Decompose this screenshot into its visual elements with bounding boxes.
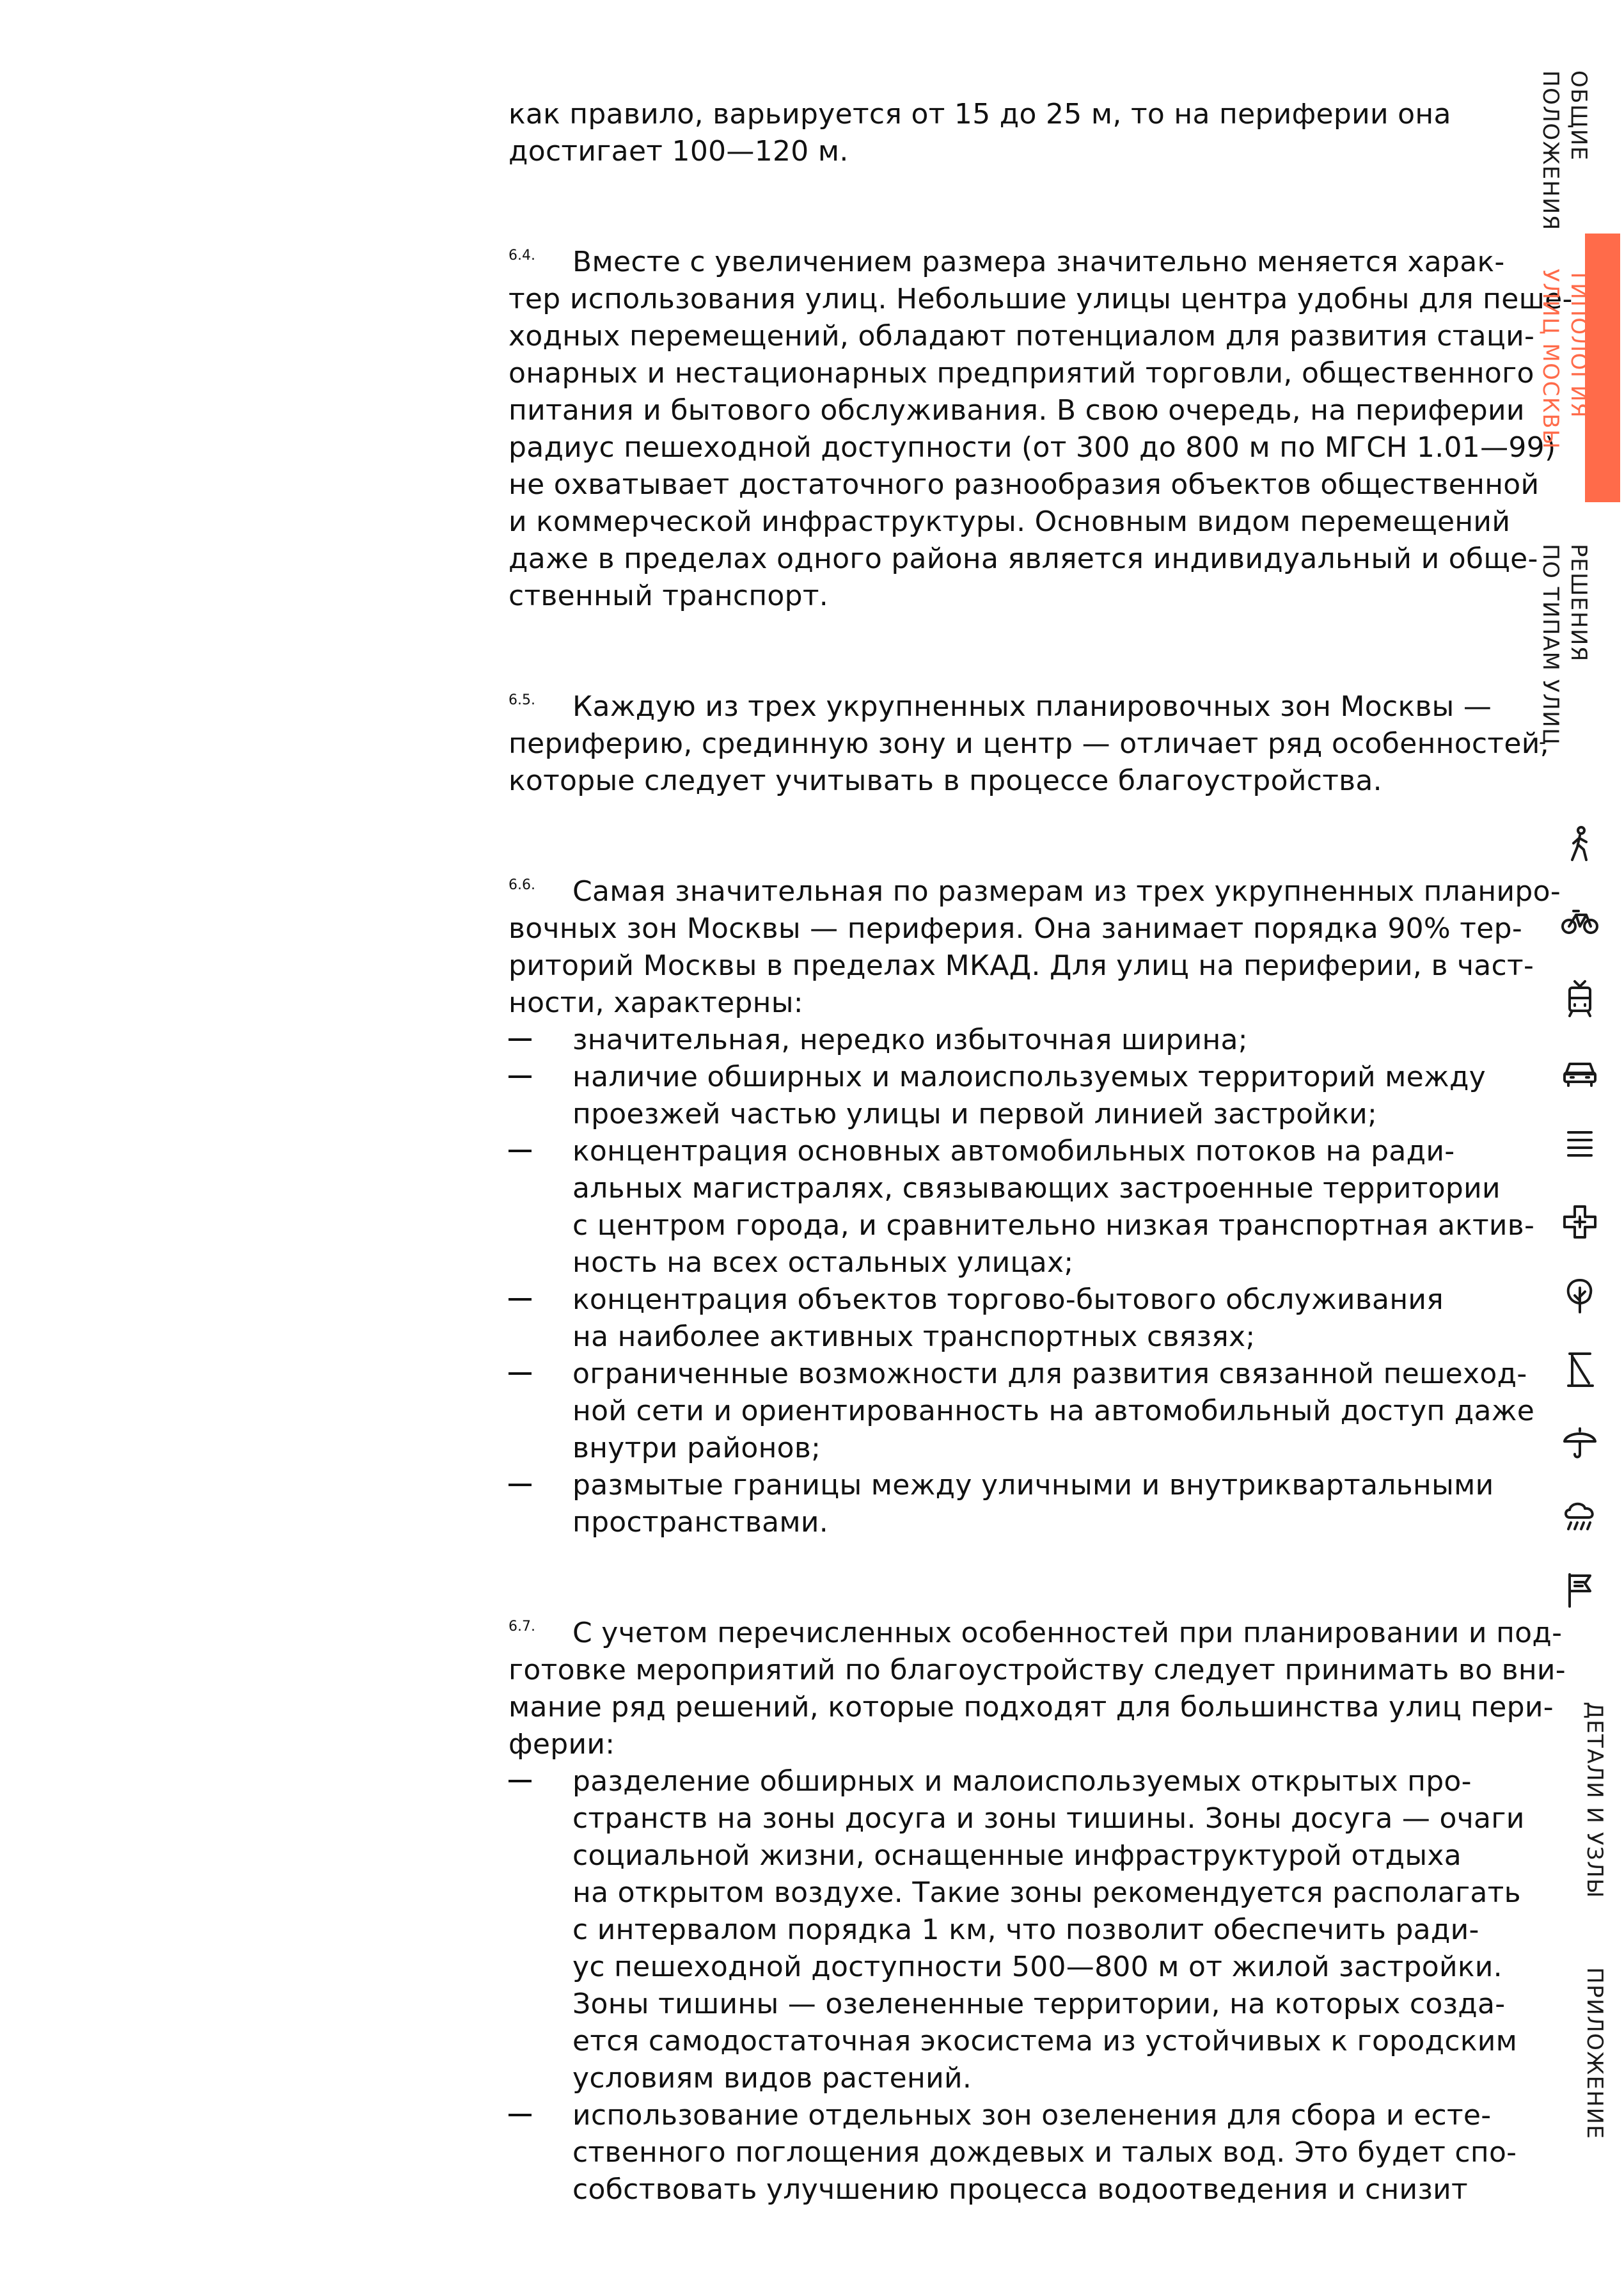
paragraph-number: 6.5. — [508, 692, 535, 708]
text-line: ственного поглощения дождевых и талых вод. Это будет спо- — [572, 2136, 1517, 2169]
nav-label: ПО ТИПАМ УЛИЦ — [1538, 544, 1563, 746]
text-line: пространствами. — [572, 1506, 829, 1539]
text-line: с интервалом порядка 1 км, что позволит обеспечить ради- — [572, 1914, 1479, 1946]
text-line: ус пешеходной доступности 500—800 м от жилой застройки. — [572, 1951, 1502, 1983]
text-line: вочных зон Москвы — периферия. Она занимает порядка 90% тер- — [508, 912, 1523, 945]
paragraph-number: 6.4. — [508, 248, 535, 264]
car-icon[interactable] — [1561, 1052, 1599, 1091]
dash-bullet — [508, 1038, 532, 1041]
text-line: наличие обширных и малоиспользуемых территорий между — [572, 1061, 1486, 1093]
nav-label: РЕШЕНИЯ — [1566, 544, 1591, 662]
nav-label: ПОЛОЖЕНИЯ — [1538, 70, 1563, 231]
text-line: с центром города, и сравнительно низкая транспортная актив- — [572, 1209, 1535, 1242]
text-line: достигает 100—120 м. — [508, 135, 849, 168]
list-item — [572, 1281, 1474, 1356]
text-line: тер использования улиц. Небольшие улицы центра удобны для пеше- — [508, 283, 1573, 315]
dash-bullet — [508, 1484, 532, 1486]
text-line: Самая значительная по размерам из трех укрупненных планиро- — [572, 875, 1561, 908]
nav-label: ПРИЛОЖЕНИЕ — [1582, 1967, 1607, 2140]
text-line: концентрация объектов торгово-бытового обслуживания — [572, 1283, 1444, 1316]
list-item — [572, 1133, 1535, 1281]
text-line: странств на зоны досуга и зоны тишины. Зоны досуга — очаги — [572, 1802, 1525, 1835]
nav-section-solutions[interactable] — [1516, 544, 1593, 746]
text-line: мание ряд решений, которые подходят для большинства улиц пери- — [508, 1691, 1554, 1723]
text-line: ется самодостаточная экосистема из устойчивых к городским — [572, 2025, 1518, 2057]
paragraph-6-6 — [508, 873, 1561, 1541]
list-item — [572, 1059, 1486, 1133]
text-line: не охватывает достаточного разнообразия объектов общественной — [508, 468, 1540, 501]
text-line: использование отдельных зон озеленения для сбора и есте- — [572, 2099, 1492, 2132]
dash-bullet — [508, 1075, 532, 1078]
dash-bullet — [508, 1298, 532, 1301]
text-line: на открытом воздухе. Такие зоны рекомендуется располагать — [572, 1876, 1521, 1909]
list-item — [572, 1356, 1535, 1467]
text-line: которые следует учитывать в процессе благоустройства. — [508, 765, 1382, 797]
text-line: внутри районов; — [572, 1432, 821, 1464]
umbrella-icon[interactable] — [1561, 1423, 1599, 1462]
text-line: ность на всех остальных улицах; — [572, 1246, 1074, 1279]
pedestrian-icon[interactable] — [1561, 825, 1599, 864]
text-line: ной сети и ориентированность на автомобильный доступ даже — [572, 1395, 1535, 1427]
text-line: социальной жизни, оснащенные инфраструктурой отдыха — [572, 1839, 1462, 1872]
text-line: ограниченные возможности для развития связанной пешеход- — [572, 1358, 1527, 1390]
bicycle-icon[interactable] — [1561, 902, 1599, 940]
text-line: проезжей частью улицы и первой линией застройки; — [572, 1098, 1378, 1130]
dash-bullet — [508, 1780, 532, 1782]
paragraph-number: 6.6. — [508, 877, 535, 893]
intro-paragraph — [508, 96, 1474, 170]
text-line: Каждую из трех укрупненных планировочных зон Москвы — — [572, 690, 1492, 723]
text-line: периферию, срединную зону и центр — отличает ряд особенностей, — [508, 727, 1549, 760]
dash-bullet — [508, 1372, 532, 1375]
dash-bullet — [508, 2114, 532, 2116]
tram-icon[interactable] — [1561, 979, 1599, 1017]
list-item — [572, 2097, 1517, 2208]
list-item — [572, 1022, 1474, 1059]
tree-icon[interactable] — [1561, 1276, 1599, 1315]
text-line: ферии: — [508, 1728, 615, 1761]
text-line: концентрация основных автомобильных потоков на ради- — [572, 1135, 1455, 1168]
text-line: собствовать улучшению процесса водоотведения и снизит — [572, 2173, 1468, 2206]
paragraph-6-5 — [508, 688, 1549, 800]
paragraph-6-7 — [508, 1615, 1566, 2208]
medical-cross-icon[interactable] — [1561, 1203, 1599, 1241]
text-line: Зоны тишины — озелененные территории, на которых созда- — [572, 1988, 1506, 2020]
text-line: риторий Москвы в пределах МКАД. Для улиц на периферии, в част- — [508, 949, 1534, 982]
bullet-list — [572, 1022, 1535, 1541]
bullet-list — [572, 1763, 1525, 2208]
nav-section-general[interactable] — [1516, 70, 1593, 231]
text-line: Вместе с увеличением размера значительно меняется харак- — [572, 246, 1505, 278]
list-item — [572, 1763, 1525, 2097]
rain-cloud-icon[interactable] — [1561, 1497, 1599, 1535]
text-line: онарных и нестационарных предприятий торговли, общественного — [508, 357, 1534, 390]
nav-label: УЛИЦ МОСКВЫ — [1538, 269, 1563, 450]
text-line: разделение обширных и малоиспользуемых открытых про- — [572, 1765, 1472, 1798]
text-line: ности, характерны: — [508, 986, 803, 1019]
flag-icon[interactable] — [1561, 1571, 1599, 1609]
text-line: размытые границы между уличными и внутриквартальными — [572, 1469, 1494, 1502]
paragraph-number: 6.7. — [508, 1619, 535, 1635]
text-line: готовке мероприятий по благоустройству следует принимать во вни- — [508, 1654, 1566, 1686]
text-line: даже в пределах одного района является индивидуальный и обще- — [508, 543, 1538, 575]
text-line: ходных перемещений, обладают потенциалом для развития стаци- — [508, 320, 1535, 353]
list-item — [572, 1467, 1494, 1541]
layers-icon[interactable] — [1561, 1126, 1599, 1164]
text-line: радиус пешеходной доступности (от 300 до 800 м по МГСН 1.01—99) — [508, 431, 1556, 464]
text-line: как правило, варьируется от 15 до 25 м, то на периферии она — [508, 98, 1451, 131]
lamp-icon[interactable] — [1561, 1350, 1599, 1388]
nav-label: ОБЩИЕ — [1566, 70, 1591, 161]
text-line: условиям видов растений. — [572, 2062, 972, 2095]
text-line: ственный транспорт. — [508, 580, 829, 612]
nav-label: ТИПОЛОГИЯ — [1566, 269, 1591, 419]
dash-bullet — [508, 1150, 532, 1152]
text-line: С учетом перечисленных особенностей при планировании и под- — [572, 1617, 1563, 1649]
text-line: и коммерческой инфраструктуры. Основным видом перемещений — [508, 505, 1511, 538]
nav-section-street-typology[interactable] — [1516, 269, 1593, 450]
nav-section-appendix[interactable] — [1532, 1967, 1609, 2139]
text-line: значительная, нередко избыточная ширина; — [572, 1024, 1248, 1056]
nav-section-details[interactable] — [1532, 1702, 1609, 1899]
text-line: на наиболее активных транспортных связях; — [572, 1320, 1256, 1353]
text-line: питания и бытового обслуживания. В свою очередь, на периферии — [508, 394, 1525, 427]
nav-label: ДЕТАЛИ И УЗЛЫ — [1582, 1702, 1607, 1899]
text-line: альных магистралях, связывающих застроенные территории — [572, 1172, 1501, 1205]
